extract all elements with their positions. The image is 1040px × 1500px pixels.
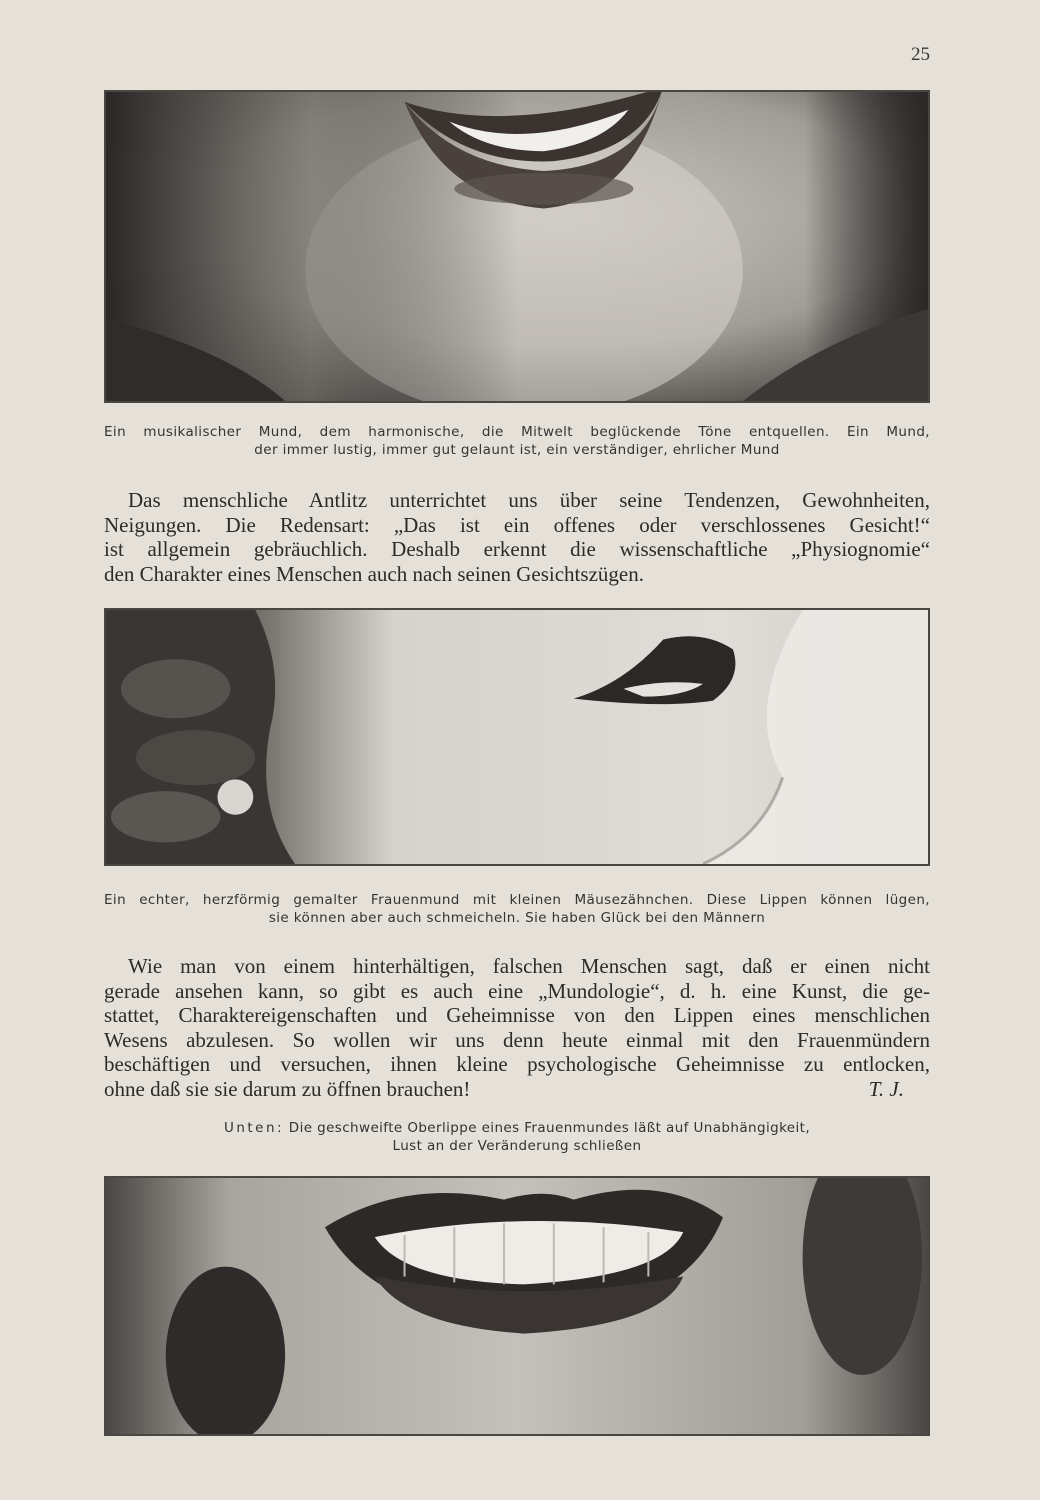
smile-photo-icon — [106, 92, 928, 401]
caption-line: sie können aber auch schmeicheln. Sie haben Glück bei den Männern — [268, 910, 766, 926]
profile-lips-photo-icon — [106, 610, 928, 864]
caption-line: Ein echter, herzförmig gemalter Frauenmund mit kleinen Mäusezähnchen. Diese Lippen können lügen, — [104, 892, 930, 908]
author-signature: T. J. — [868, 1076, 904, 1101]
caption-smiling-mouth — [104, 423, 930, 459]
open-lips-photo-icon — [106, 1178, 928, 1434]
caption-prefix: Unten: — [223, 1120, 285, 1136]
caption-line: der immer lustig, immer gut gelaunt ist, ein verständiger, ehrlicher Mund — [254, 442, 780, 458]
caption-line: Ein musikalischer Mund, dem harmonische, die Mitwelt beglückende Töne entquellen. Ein Mund, — [104, 424, 930, 440]
paragraph-line: Das menschliche Antlitz unterrichtet uns über seine Tendenzen, Gewohnheiten, — [128, 488, 930, 512]
page-number: 25 — [911, 44, 930, 65]
paragraph-line: Wie man von einem hinterhältigen, falschen Menschen sagt, daß er einen nicht — [128, 954, 930, 978]
paragraph-line: beschäftigen und versuchen, ihnen kleine psychologische Geheimnisse zu entlocken, — [104, 1052, 930, 1076]
paragraph-line: ohne daß sie sie darum zu öffnen brauchen! — [104, 1076, 471, 1101]
paragraph-line: Wesens abzulesen. So wollen wir uns denn heute einmal mit den Frauenmündern — [104, 1027, 930, 1052]
caption-heart-shaped-mouth — [104, 891, 930, 927]
paragraph-mundologie — [104, 954, 930, 1101]
paragraph-line: stattet, Charaktereigenschaften und Geheimnisse von den Lippen eines menschlichen — [104, 1003, 930, 1027]
paragraph-line: Neigungen. Die Redensart: „Das ist ein offenes oder verschlossenes Gesicht!“ — [104, 512, 930, 537]
caption-curved-upper-lip — [104, 1119, 930, 1155]
paragraph-line: den Charakter eines Menschen auch nach seinen Gesichtszügen. — [104, 561, 644, 586]
photo-heart-shaped-mouth — [104, 608, 930, 866]
caption-line: Lust an der Veränderung schließen — [392, 1138, 642, 1154]
paragraph-line: gerade ansehen kann, so gibt es auch eine „Mundologie“, d. h. eine Kunst, die ge- — [104, 978, 930, 1003]
paragraph-physiognomy — [104, 488, 930, 586]
photo-curved-upper-lip — [104, 1176, 930, 1436]
caption-line: Die geschweifte Oberlippe eines Frauenmundes läßt auf Unabhängigkeit, — [288, 1120, 811, 1136]
photo-smiling-mouth — [104, 90, 930, 403]
paragraph-line: ist allgemein gebräuchlich. Deshalb erkennt die wissenschaftliche „Physiognomie“ — [104, 537, 930, 561]
